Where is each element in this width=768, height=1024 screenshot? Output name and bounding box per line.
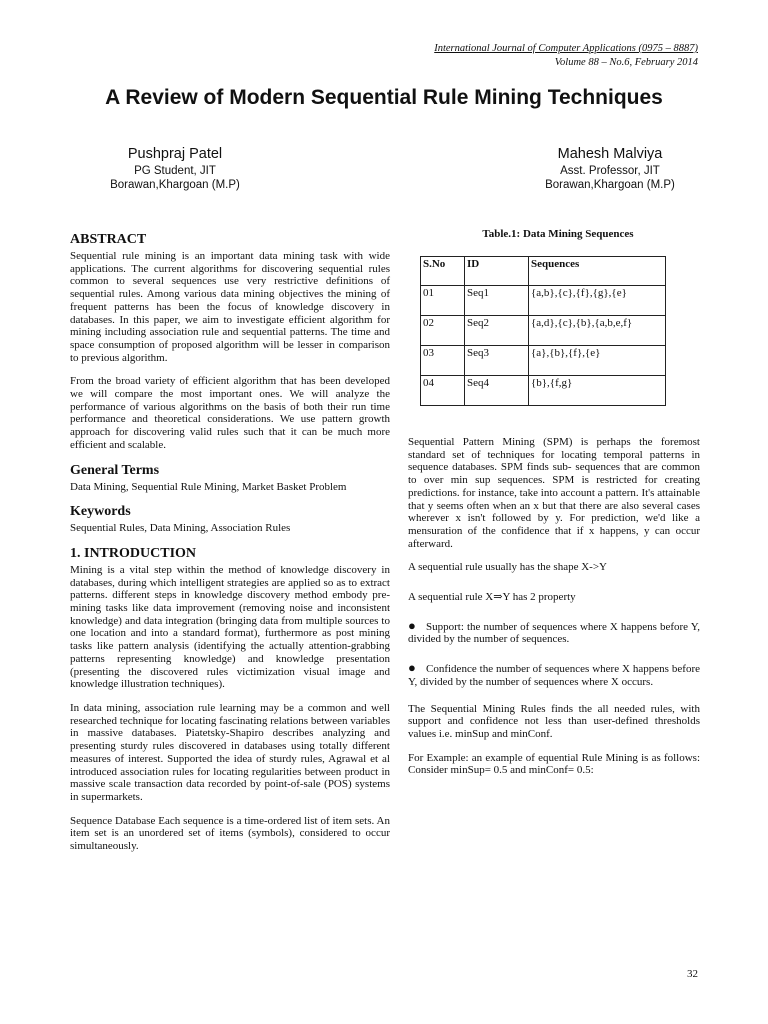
general-terms-heading: General Terms xyxy=(70,462,160,478)
spm-paragraph: Sequential Pattern Mining (SPM) is perhaps the foremost standard set of techniques for locating temporal patterns in sequence databases. SPM finds sub- sequences that are common to over min sup sequences. SPM is restricted for creating predictions. for instance, take into account a pattern. It's attainable that y seems often when an x but that there are also several cases wherever x isn't followed by y. For prediction, we'd like a mensuration of the confidence that if x happens, y can occur afterward. xyxy=(408,436,700,550)
table-header-cell: ID xyxy=(465,257,529,286)
abstract-paragraph-2: From the broad variety of efficient algorithm that has been developed we will compare the most important ones. We will analyze the performance of various algorithms on the basis of both their run time performance and theoretical considerations. We use pattern growth approach for discovering valid rules such that it can be much more efficient and scalable. xyxy=(70,375,390,451)
bullet-item-support xyxy=(408,617,700,646)
bullet-item-confidence xyxy=(408,662,700,688)
mining-rules-paragraph: The Sequential Mining Rules finds the all needed rules, with support and confidence not less than user-defined thresholds values i.e. minSup and minConf. xyxy=(408,702,700,740)
rule-property-paragraph: A sequential rule X⇒Y has 2 property xyxy=(408,591,576,604)
author-place: Borawan,Khargoan (M.P) xyxy=(110,179,240,191)
bullet-dot-icon: ● xyxy=(408,660,416,676)
author-block-1 xyxy=(90,145,260,192)
rule-shape-paragraph: A sequential rule usually has the shape X->Y xyxy=(408,561,607,574)
author-block-2 xyxy=(520,145,700,192)
introduction-paragraph-2: In data mining, association rule learning may be a common and well researched technique for locating fascinating relations between variables in massive databases. Piatetsky-Shapiro describes analyzing and presenting sturdy rules discovered in databases using totally different measures of interest. Supported the idea of sturdy rules, Agrawal et al introduced association rules for locating regularities between product in massive scale transaction data recorded by point-of-sale (POS) systems in supermarkets. xyxy=(70,701,390,803)
bullet-text: Support: the number of sequences where X happens before Y, divided by the number of sequences. xyxy=(408,620,700,646)
table-cell: {a,b},{c},{f},{g},{e} xyxy=(529,286,666,316)
introduction-paragraph-3: Sequence Database Each sequence is a time-ordered list of item sets. An item set is an unordered set of items (symbols), considered to occur simultaneously. xyxy=(70,814,390,853)
journal-volume: Volume 88 – No.6, February 2014 xyxy=(554,57,698,68)
left-column xyxy=(70,228,390,864)
table-cell: {a,d},{c},{b},{a,b,e,f} xyxy=(529,316,666,346)
table-cell: 01 xyxy=(421,286,465,316)
table-cell: Seq2 xyxy=(465,316,529,346)
page-number: 32 xyxy=(687,968,698,980)
table-header-cell: S.No xyxy=(421,257,465,286)
data-mining-sequences-table xyxy=(420,256,666,406)
table-cell: Seq1 xyxy=(465,286,529,316)
journal-name: International Journal of Computer Applications (0975 – 8887) xyxy=(434,43,698,54)
table-cell: 03 xyxy=(421,346,465,376)
abstract-paragraph-1: Sequential rule mining is an important data mining task with wide applications. The current algorithms for discovering sequential rules common to several sequences use very restrictive definitions of sequential rules. Among various data mining objectives the mining of frequent patterns has been the focus of knowledge discovery in databases. In this paper, we aim to investigate efficient algorithm for mining including association rule and sequential patterns. The time and space consumption of proposed algorithm will be lesser in comparison to previous algorithm. xyxy=(70,250,390,364)
table-caption: Table.1: Data Mining Sequences xyxy=(482,228,634,240)
author-place: Borawan,Khargoan (M.P) xyxy=(545,179,675,191)
keywords-heading: Keywords xyxy=(70,504,131,520)
table-row xyxy=(421,286,666,316)
table-cell: {a},{b},{f},{e} xyxy=(529,346,666,376)
author-role: Asst. Professor, JIT xyxy=(560,165,660,177)
table-row xyxy=(421,316,666,346)
author-role: PG Student, JIT xyxy=(134,165,216,177)
journal-header xyxy=(434,42,698,70)
table-cell: Seq3 xyxy=(465,346,529,376)
bullet-text: Confidence the number of sequences where X happens before Y, divided by the number of sequences where X occurs. xyxy=(408,663,700,688)
table-row xyxy=(421,376,666,406)
table-header-cell: Sequences xyxy=(529,257,666,286)
bullet-dot-icon: ● xyxy=(408,617,416,633)
author-name: Mahesh Malviya xyxy=(557,146,663,162)
abstract-heading: ABSTRACT xyxy=(70,232,147,247)
table-header-row xyxy=(421,257,666,286)
right-column xyxy=(408,228,700,788)
general-terms-text: Data Mining, Sequential Rule Mining, Market Basket Problem xyxy=(70,480,347,493)
author-name: Pushpraj Patel xyxy=(127,146,223,162)
table-row xyxy=(421,346,666,376)
example-paragraph: For Example: an example of equential Rule Mining is as follows: Consider minSup= 0.5 and minConf= 0.5: xyxy=(408,751,700,777)
introduction-heading: 1. INTRODUCTION xyxy=(70,545,197,561)
table-cell: 04 xyxy=(421,376,465,406)
table-cell: {b},{f,g} xyxy=(529,376,666,406)
paper-title: A Review of Modern Sequential Rule Mining Techniques xyxy=(105,86,663,109)
introduction-paragraph-1: Mining is a vital step within the method of knowledge discovery in databases, during which intelligent strategies are applied so as to extract patterns. different steps in knowledge discovery method embody pre-mining tasks like data improvement (removing noise and inconsistent knowledge) and data integration (bringing data from multiple sources to one location and into a standard format), furthermore as post mining tasks like pattern analysis (identifying the actually attention-grabbing patterns representing knowledge) and knowledge presentation (presenting the discovered rules victimization visual image and knowledge illustration techniques). xyxy=(70,563,390,691)
table-cell: Seq4 xyxy=(465,376,529,406)
right-body xyxy=(408,436,700,777)
keywords-text: Sequential Rules, Data Mining, Association Rules xyxy=(70,522,291,535)
table-cell: 02 xyxy=(421,316,465,346)
